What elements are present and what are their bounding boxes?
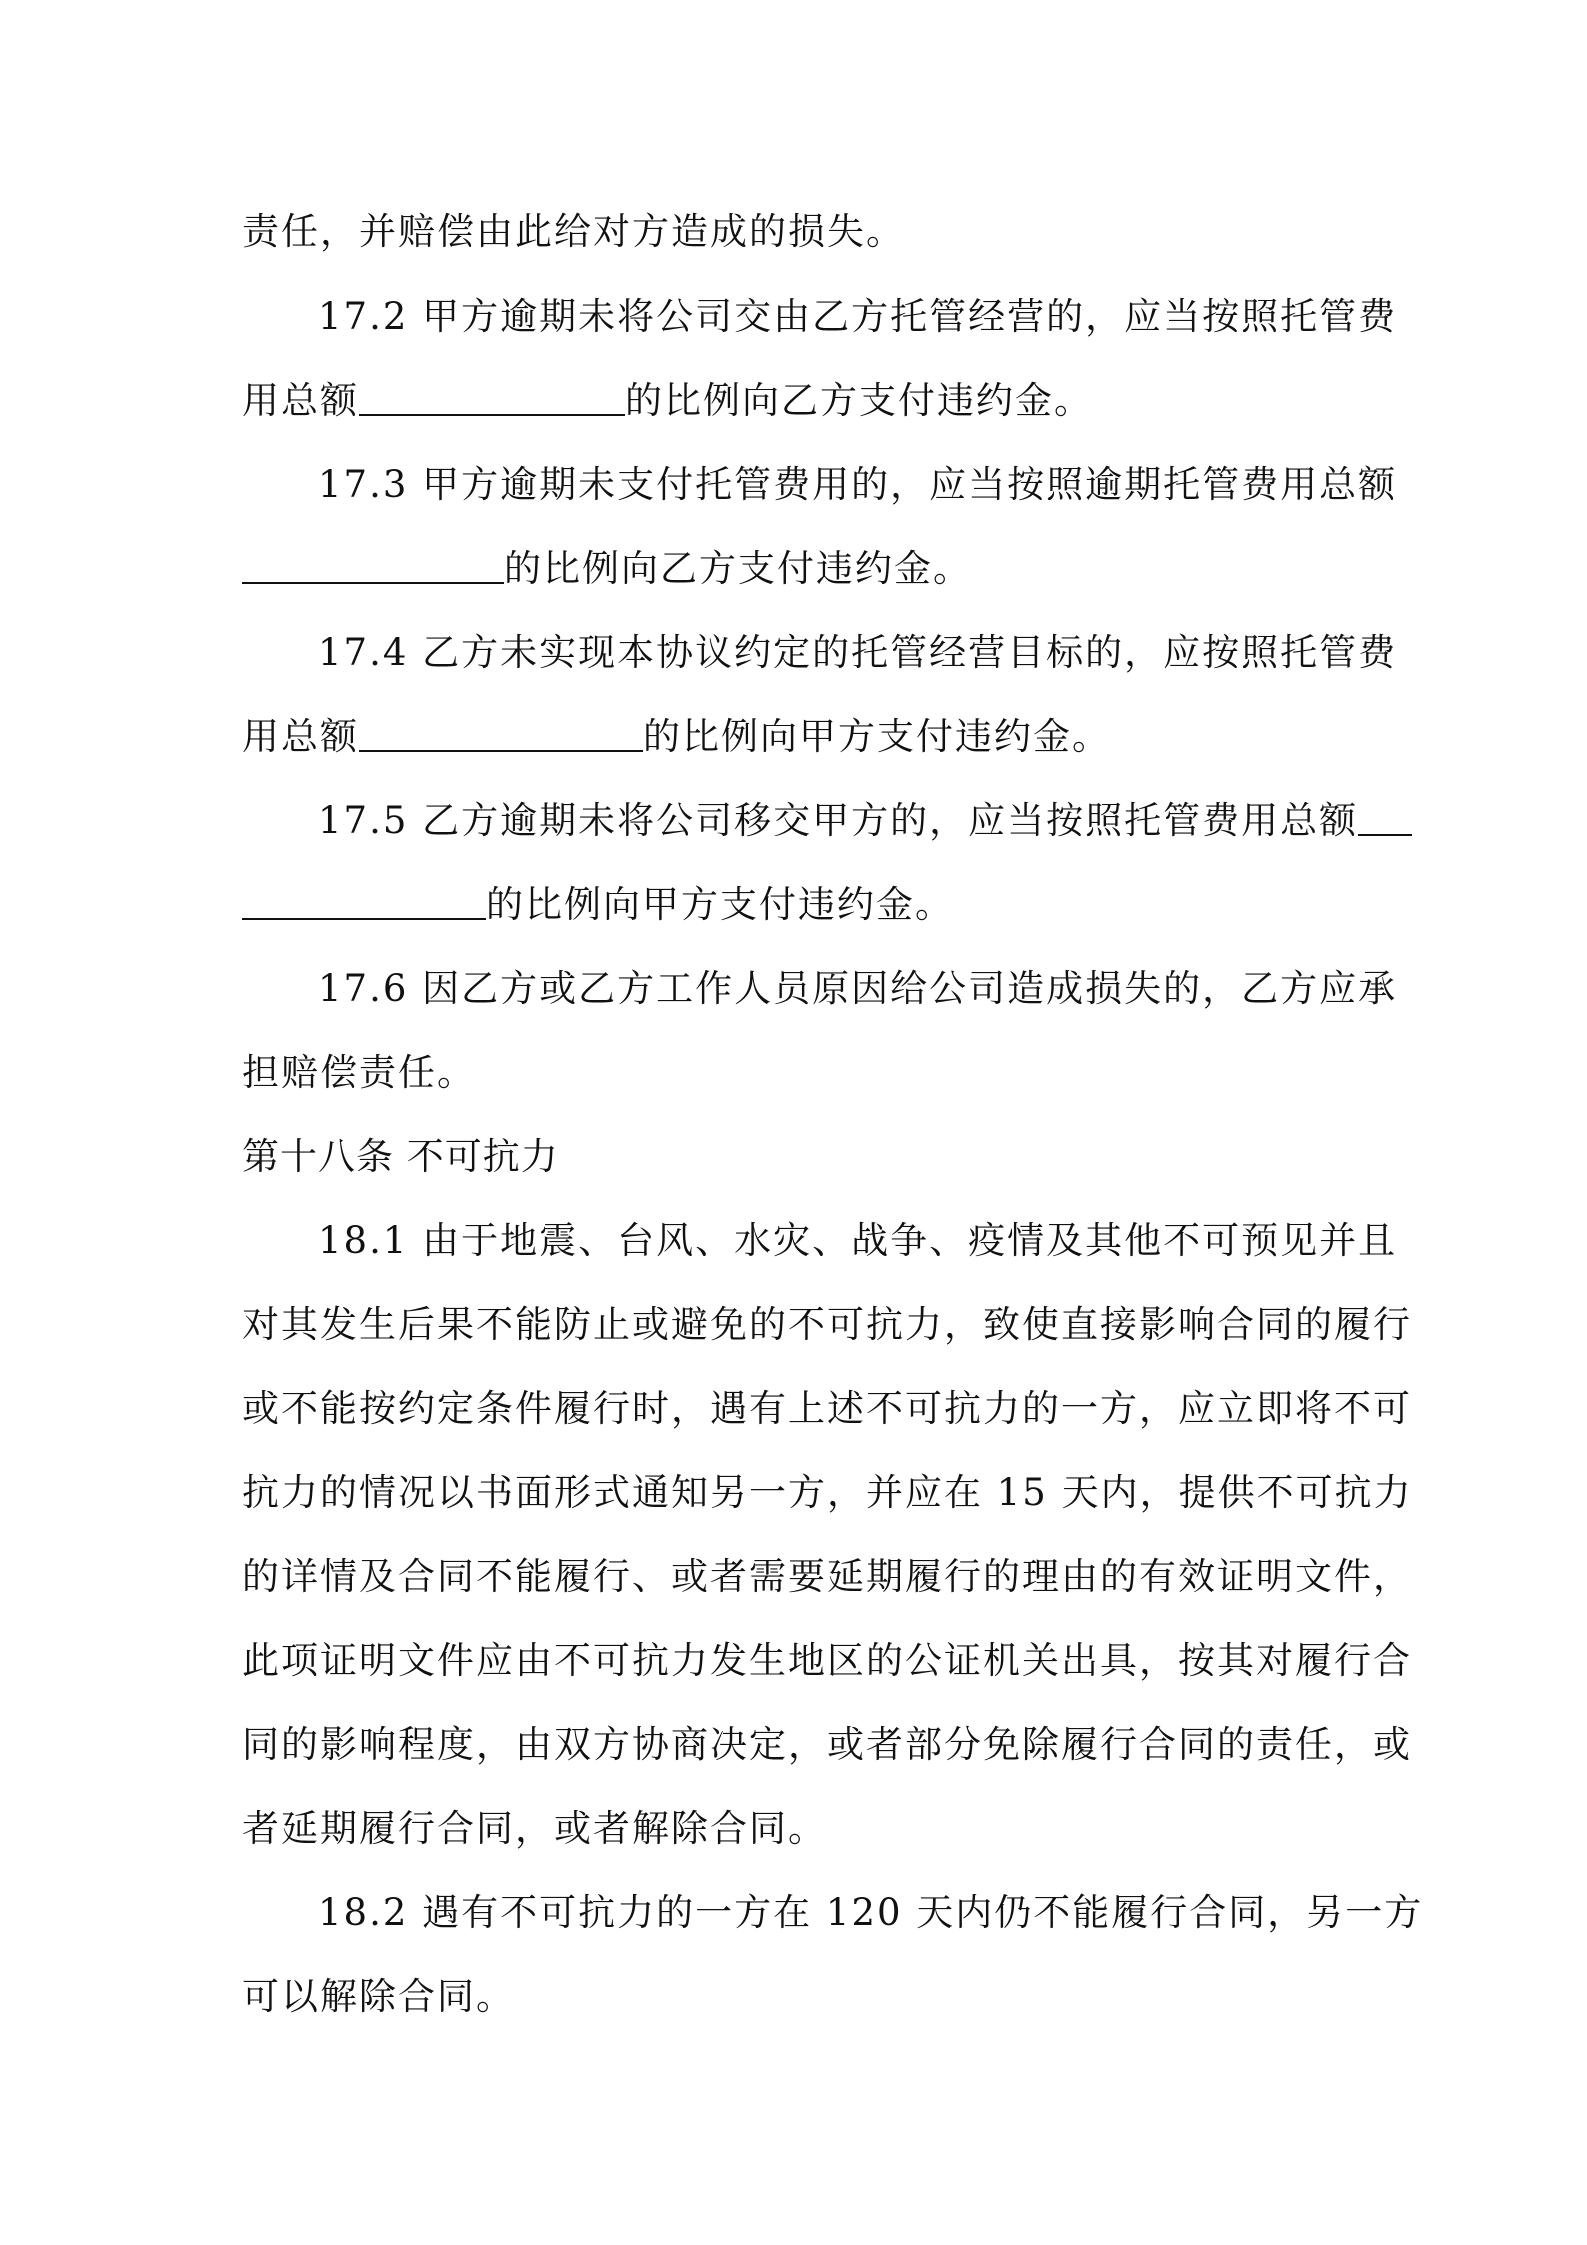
text-fragment: 用总额 <box>242 379 359 422</box>
text-line: 对其发生后果不能防止或避免的不可抗力，致使直接影响合同的履行 <box>242 1303 1412 1346</box>
text-line: 者延期履行合同，或者解除合同。 <box>242 1807 827 1850</box>
text-line: 同的影响程度，由双方协商决定，或者部分免除履行合同的责任，或 <box>242 1723 1412 1766</box>
blank-field <box>242 882 486 920</box>
text-line: 或不能按约定条件履行时，遇有上述不可抗力的一方，应立即将不可 <box>242 1387 1412 1430</box>
text-line: 担赔偿责任。 <box>242 1051 476 1094</box>
text-fragment: 的比例向乙方支付违约金。 <box>625 379 1093 422</box>
text-line <box>242 376 1093 426</box>
clause-17-4: 17.4 乙方未实现本协议约定的托管经营目标的，应按照托管费 <box>318 631 1398 674</box>
text-fragment: 的比例向乙方支付违约金。 <box>504 547 972 590</box>
blank-field <box>359 378 625 416</box>
clause-17-5 <box>318 796 1412 846</box>
text-fragment: 的比例向甲方支付违约金。 <box>643 715 1111 758</box>
blank-field <box>242 546 504 584</box>
clause-18-1: 18.1 由于地震、台风、水灾、战争、疫情及其他不可预见并且 <box>318 1219 1398 1262</box>
text-line: 此项证明文件应由不可抗力发生地区的公证机关出具，按其对履行合 <box>242 1639 1412 1682</box>
text-line <box>242 544 972 594</box>
article-18-heading: 第十八条 不可抗力 <box>242 1135 559 1178</box>
text-line <box>242 880 954 930</box>
clause-17-3: 17.3 甲方逾期未支付托管费用的，应当按照逾期托管费用总额 <box>318 463 1398 506</box>
clause-18-2: 18.2 遇有不可抗力的一方在 120 天内仍不能履行合同，另一方 <box>318 1891 1424 1934</box>
text-line: 可以解除合同。 <box>242 1975 515 2018</box>
clause-17-2: 17.2 甲方逾期未将公司交由乙方托管经营的，应当按照托管费 <box>318 295 1398 338</box>
clause-17-6: 17.6 因乙方或乙方工作人员原因给公司造成损失的，乙方应承 <box>318 967 1398 1010</box>
text-fragment: 用总额 <box>242 715 359 758</box>
text-line: 责任，并赔偿由此给对方造成的损失。 <box>242 210 905 253</box>
text-fragment: 17.5 乙方逾期未将公司移交甲方的，应当按照托管费用总额 <box>318 799 1359 842</box>
text-line: 抗力的情况以书面形式通知另一方，并应在 15 天内，提供不可抗力 <box>242 1471 1413 1514</box>
text-line <box>242 712 1111 762</box>
text-line: 的详情及合同不能履行、或者需要延期履行的理由的有效证明文件， <box>242 1555 1412 1598</box>
text-fragment: 的比例向甲方支付违约金。 <box>486 883 954 926</box>
blank-field <box>1358 798 1412 836</box>
blank-field <box>359 714 643 752</box>
